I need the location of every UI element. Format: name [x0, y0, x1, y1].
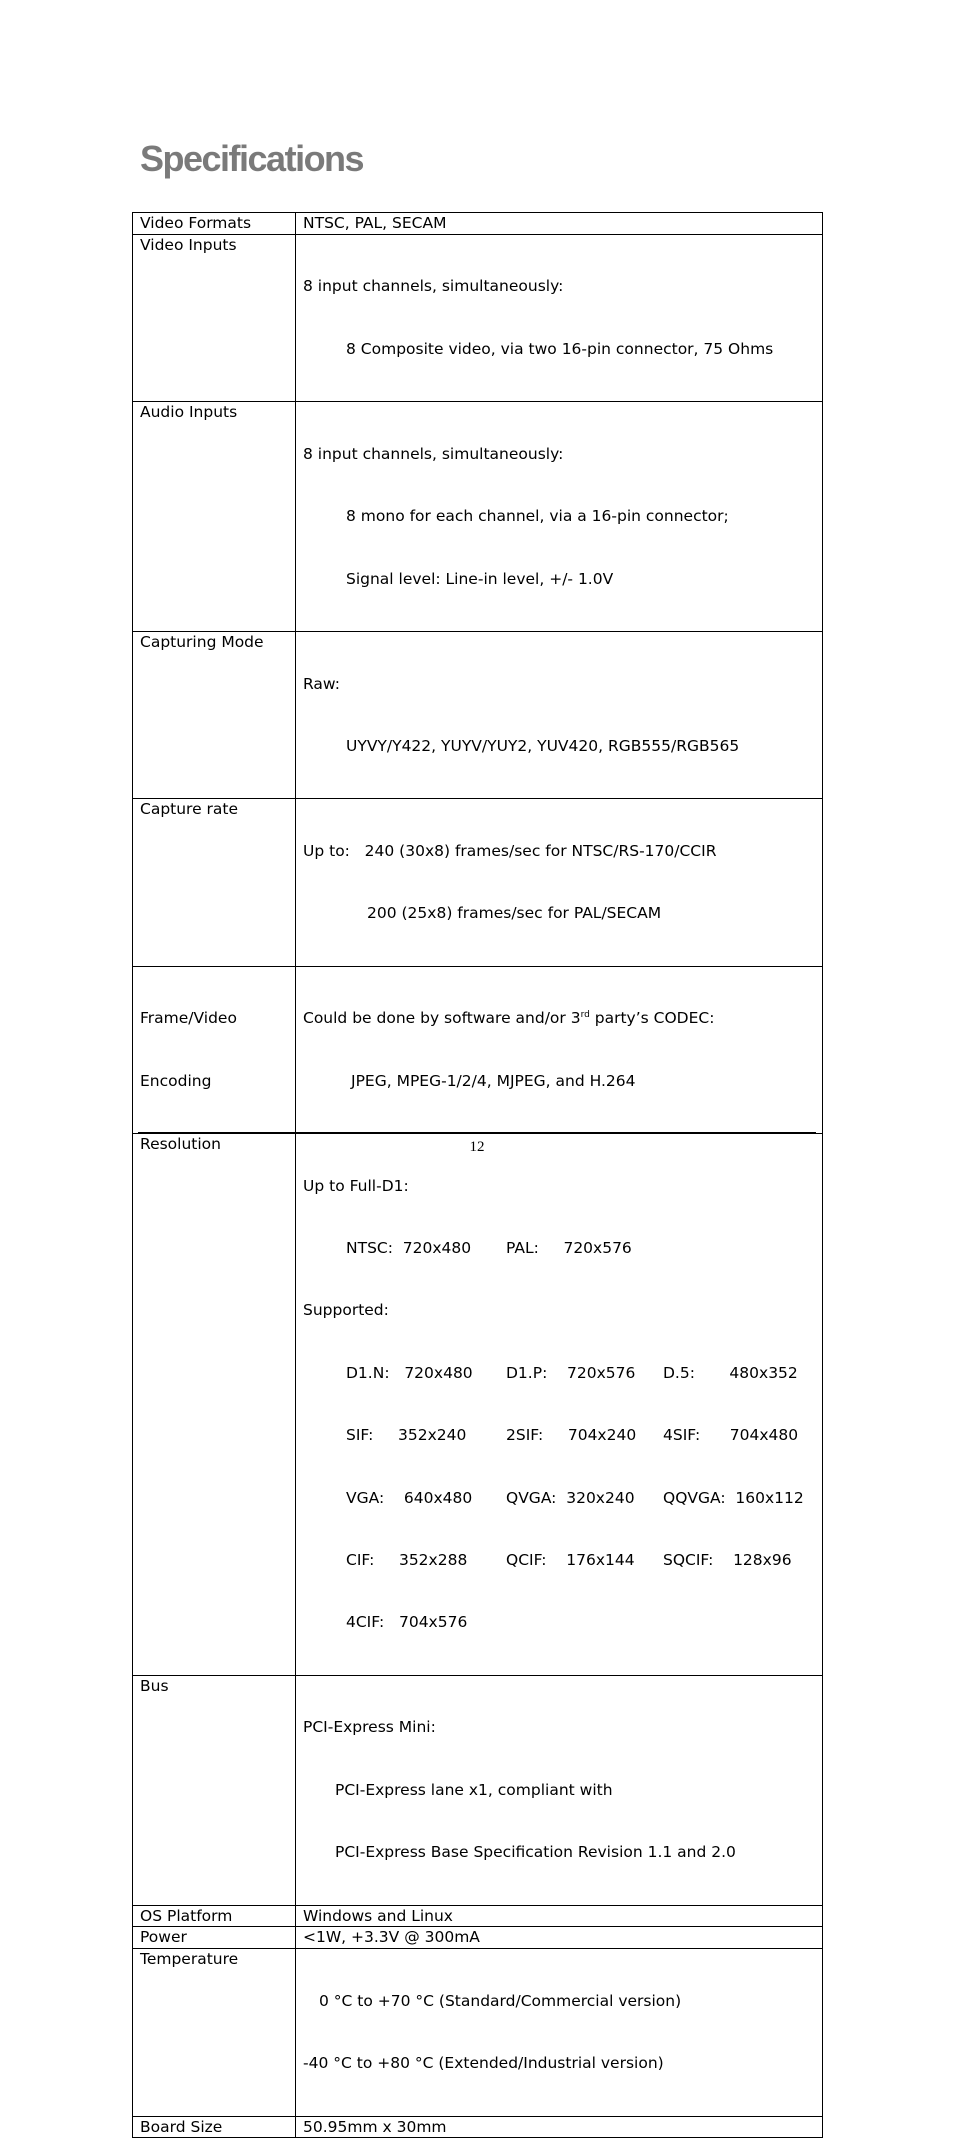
value-line: -40 °C to +80 °C (Extended/Industrial version) [303, 2054, 664, 2073]
table-row [133, 631, 823, 798]
resolution-cell: SIF: 352x240 [346, 1426, 467, 1445]
resolution-cell: QQVGA: 160x112 [663, 1488, 804, 1507]
value-line [303, 1008, 815, 1029]
resolution-cell: NTSC: 720x480 [346, 1239, 472, 1258]
row-label: Capturing Mode [133, 631, 296, 798]
row-value [296, 966, 823, 1133]
row-label: Bus [133, 1675, 296, 1905]
resolution-cell: VGA: 640x480 [346, 1488, 473, 1507]
label-line: Encoding [140, 1071, 212, 1090]
row-value [296, 1905, 823, 1927]
value-line: 8 input channels, simultaneously: [303, 277, 564, 296]
table-row [133, 966, 823, 1133]
value-line: Windows and Linux [303, 1906, 453, 1925]
value-line: PCI-Express lane x1, compliant with [335, 1780, 613, 1799]
row-value [296, 2116, 823, 2138]
row-label: Video Formats [133, 213, 296, 235]
resolution-cell: PAL: 720x576 [506, 1239, 632, 1258]
row-value [296, 213, 823, 235]
value-text: Could be done by software and/or 3 [303, 1009, 581, 1028]
value-line: PCI-Express Mini: [303, 1718, 436, 1737]
ordinal-suffix: rd [580, 1010, 590, 1021]
resolution-cell: CIF: 352x288 [346, 1551, 468, 1569]
table-row [133, 1134, 823, 1676]
value-line: JPEG, MPEG-1/2/4, MJPEG, and H.264 [351, 1071, 636, 1090]
table-row [133, 1675, 823, 1905]
row-label: Audio Inputs [133, 402, 296, 632]
row-label: Capture rate [133, 799, 296, 966]
resolution-cell: D1.P: 720x576 [506, 1363, 636, 1382]
resolution-cell: SQCIF: 128x96 [663, 1551, 792, 1569]
value-line: 50.95mm x 30mm [303, 2117, 447, 2136]
value-line: Up to: 240 (30x8) frames/sec for NTSC/RS-170/CCIR [303, 841, 717, 860]
value-text: party’s CODEC: [589, 1009, 715, 1028]
row-label: Board Size [133, 2116, 296, 2138]
resolution-grid-row [303, 1550, 815, 1571]
table-row [133, 402, 823, 632]
specifications-table [132, 212, 823, 2138]
table-row [133, 234, 823, 401]
table-row [133, 799, 823, 966]
resolution-cell: QCIF: 176x144 [506, 1551, 635, 1569]
row-label: Temperature [133, 1949, 296, 2116]
row-label: Resolution [133, 1134, 296, 1676]
row-value [296, 799, 823, 966]
label-line: Frame/Video [140, 1009, 237, 1028]
page-number: 12 [469, 1139, 485, 1155]
resolution-cell: 4SIF: 704x480 [663, 1426, 799, 1445]
resolution-cell: D1.N: 720x480 [346, 1363, 473, 1382]
value-line: <1W, +3.3V @ 300mA [303, 1928, 480, 1947]
resolution-cell: 4CIF: 704x576 [346, 1613, 468, 1632]
value-line: Raw: [303, 674, 340, 693]
resolution-grid-row [303, 1238, 815, 1259]
row-label: Power [133, 1927, 296, 1949]
resolution-cell: QVGA: 320x240 [506, 1488, 635, 1507]
row-label [133, 966, 296, 1133]
resolution-grid-row [303, 1612, 815, 1633]
value-line: Supported: [303, 1301, 389, 1320]
row-value [296, 631, 823, 798]
row-value [296, 1927, 823, 1949]
value-line: 8 mono for each channel, via a 16-pin connector; [346, 507, 729, 526]
value-line: UYVY/Y422, YUYV/YUY2, YUV420, RGB555/RGB565 [346, 736, 740, 755]
value-line: 8 input channels, simultaneously: [303, 444, 564, 463]
row-value [296, 402, 823, 632]
row-value [296, 234, 823, 401]
table-row [133, 213, 823, 235]
value-line: 8 Composite video, via two 16-pin connector, 75 Ohms [346, 339, 774, 358]
value-line: Signal level: Line-in level, +/- 1.0V [346, 569, 614, 588]
value-line: Up to Full-D1: [303, 1176, 409, 1195]
footer-rule [138, 1132, 816, 1133]
page-title: Specifications [140, 138, 364, 179]
row-label: Video Inputs [133, 234, 296, 401]
row-value [296, 1949, 823, 2116]
resolution-grid-row [303, 1488, 815, 1509]
resolution-cell: 2SIF: 704x240 [506, 1426, 637, 1445]
row-value [296, 1675, 823, 1905]
value-line: PCI-Express Base Specification Revision 1.1 and 2.0 [335, 1843, 736, 1862]
resolution-grid-row [303, 1363, 815, 1384]
table-row [133, 1927, 823, 1949]
table-row [133, 2116, 823, 2138]
value-line: 0 °C to +70 °C (Standard/Commercial version) [319, 1991, 682, 2010]
row-value [296, 1134, 823, 1676]
value-line: 200 (25x8) frames/sec for PAL/SECAM [367, 904, 662, 923]
row-label: OS Platform [133, 1905, 296, 1927]
value-line: NTSC, PAL, SECAM [303, 214, 447, 232]
table-row [133, 1905, 823, 1927]
table-row [133, 1949, 823, 2116]
resolution-grid-row [303, 1425, 815, 1446]
resolution-cell: D.5: 480x352 [663, 1363, 798, 1382]
